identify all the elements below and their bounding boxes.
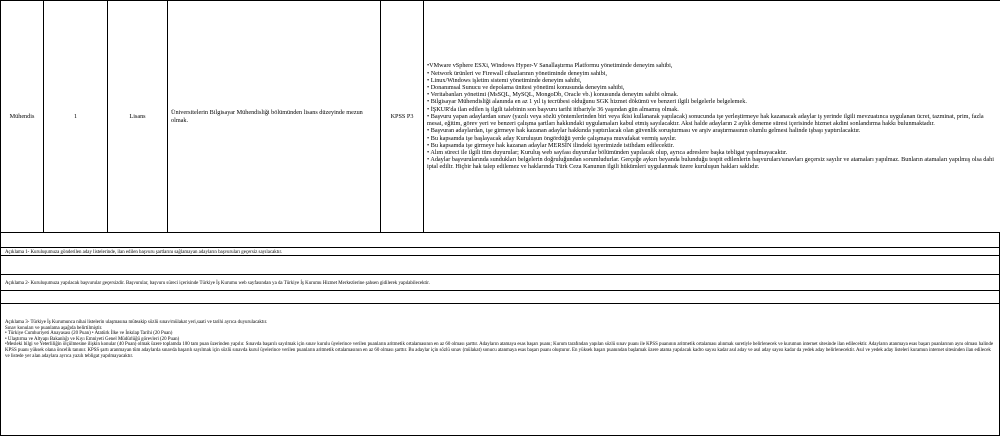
qualification-cell: Üniversitelerin Bilgisayar Mühendisliği bölümünden lisans düzeyinde mezun olmak. xyxy=(168,1,381,233)
requirement-item: • Başvuru yapan adaylardan sınav (yazılı veya sözlü yöntemlerinden biri veya ikisi kullanarak yapılacak) sonucunda işe yerleştirmeye hak kazanacak adaylar iş yerinde ilgili mevzuatınca uygulanan ücret, tazminat, prim, fazla mesai, eğitim, görev yeri ve benzeri çalışma şartları hakkındaki uygulamaları kabul etmiş sayılacaktır. Aksi halde adayların 2 aylık deneme süresi içerisinde hizmet akdini sonlandırma hakkı bulunmaktadır. xyxy=(427,112,984,128)
requirements-cell xyxy=(424,1,1000,233)
requirement-item: • Veritabanları yönetimi (MsSQL, MySQL, MongoDb, Oracle vb.) konusunda deneyim sahibi olmak. xyxy=(427,91,679,99)
requirement-item: • Başvuran adaylardan, işe girmeye hak kazanan adaylar hakkında yaptırılacak olan güvenlik soruşturması ve arşiv araştırmasının olumlu gelmesi halinde işbaşı yaptırılacaktır. xyxy=(427,127,861,135)
note-3 xyxy=(0,303,1000,436)
requirement-item: • Adaylar başvurularında sundukları belgelerin doğruluğundan sorumludurlar. Gerçeğe aykırı beyanda bulunduğu tespit edilenlerin başvuruları/sınavları geçersiz sayılır ve atamaları yapılmaz. Bunların atamaları yapılmış olsa dahi iptal edilir. Hiçbir hak talep edilemez ve haklarında Türk Ceza Kanunun ilgili hükümleri uygulanmak üzere kuruluşun hakları saklıdır. xyxy=(427,156,994,171)
requirement-item: • Linux/Windows işletim sistemi yönetiminde deneyim sahibi, xyxy=(427,76,582,84)
requirement-item: •VMware vSphere ESXi, Windows Hyper-V Sanallaştırma Platformu yönetiminde deneyim sahibi, xyxy=(427,62,673,70)
note-2 xyxy=(0,274,1000,291)
count-cell: 1 xyxy=(44,1,108,233)
requirement-item: • Bu kapsamda işe girmeye hak kazanan adaylar MERSİN ilindeki işyerimizde istihdam edilecektir. xyxy=(427,141,675,149)
requirement-item: • Network ürünleri ve Firewall cihazlarının yönetiminde deneyim sahibi, xyxy=(427,69,608,77)
education-cell: Lisans xyxy=(108,1,168,233)
note-3-line: • Ulaştırma ve Altyapı Bakanlığı ve Kıyı Emniyeti Genel Müdürlüğü görevleri (20 Puan) xyxy=(5,336,180,342)
requirement-item: • Alım süreci ile ilgili tüm duyurular; Kuruluş web sayfası duyurular bölümünden yapılacak olup, ayrıca adreslere başka tebligat yapılmayacaktır. xyxy=(427,148,788,156)
spacer xyxy=(0,291,1000,303)
spacer xyxy=(0,233,1000,247)
requirement-item: • Bu kapsamda işe başlayacak aday Kurulușun öngördüğü yerde çalışmaya muvafakat vermiş sayılır. xyxy=(427,134,677,142)
note-2-text: Açıklama 2- Kuruluşumuza yapılacak başvurular geçersizdir. Başvurular, başvuru süreci içerisinde Türkiye İş Kurumu web sayfasından ya da Türkiye İş Kurumu Hizmet Merkezlerine şahsen gidilerek yapılabilecektir. xyxy=(5,281,430,286)
exam-cell: KPSS P3 xyxy=(381,1,424,233)
requirement-item: • Donanımsal Sunucu ve depolama ünitesi yönetimi konusunda deneyim sahibi, xyxy=(427,84,625,92)
note-3-line: Açıklama 3- Türkiye İş Kurumunca nihai listelerin ulaşmasına müteakip sözlü sınav/mülakat yeri,saati ve tarihi ayrıca duyurulacaktır. xyxy=(5,320,268,325)
note-3-line: Sınav konuları ve puanlama aşağıda belirtilmiştir. xyxy=(5,325,103,331)
position-cell: Mühendis xyxy=(1,1,44,233)
spacer xyxy=(0,256,1000,274)
note-1-text: Açıklama 1- Kuruluşumuza gönderilen aday listelerinde, ilan edilen başvuru şartlarını sağlamayan adayların başvuruları geçersiz sayılacaktır. xyxy=(5,250,283,255)
note-3-line: • Türkiye Cumhuriyeti Anayasası (20 Puan) • Atatürk İlke ve İnkılap Tarihi (20 Puan) xyxy=(5,331,173,337)
note-1 xyxy=(0,247,1000,256)
table-row xyxy=(1,1,1000,233)
requirement-item: • İŞKUR'da ilan edilen iş ilgili talebinin son başvuru tarihi itibariyle 36 yaşından gün almamış olmak. xyxy=(427,105,679,113)
requirement-item: • Bilgisayar Mühendisliği alanında en az 1 yıl iş tecrübesi olduğunu SGK hizmet dökümü ve benzeri ilgili belgelerle belgelemek. xyxy=(427,98,747,106)
note-3-line: •Mesleki bilgi ve Yeterliliğin ölçülmesine ilişkin konular (40 Puan) olmak üzere toplamda 100 tam puan üzerinden yapılır. Sınavda başarılı sayılmak için sınav kurulu üyelerince verilen puanların aritmetik ortalamasının en az 60 olması şarttır. Adayların atamaya esas başarı puanı; Kurum tarafından yapılan sözlü sınav puanı ile KPSS puanının aritmetik ortalaması alınmak suretiyle belirlenecek ve kurumun internet sitesinde ilan edilecektir. Adayların atanmaya esas başarı puanlarının aynı olması halinde KPSS puanı yüksek olana öncelik tanınır. KPSS şartı aranmayan tüm adaylarda sınavda başarılı sayılmak için sözlü sınavda kurul üyelerince verilen puanların aritmetik ortalamasının en az 60 olması şarttır. Bu adaylar için sözlü sınav (mülakat) sonucu atanmaya esas başarı puanı oluşturur. En yüksek başarı puanından başlamak üzere atama yapılacak kadro sayısı kadar asıl aday ve asıl aday sayısı kadar da yedek aday belirlenecektir. Asıl ve yedek aday listeleri kuramun internet sitesinden ilan edilecek ve listede yer alan adaylara ayrıca yazılı tebligat yapılmayacaktır. xyxy=(5,342,994,359)
